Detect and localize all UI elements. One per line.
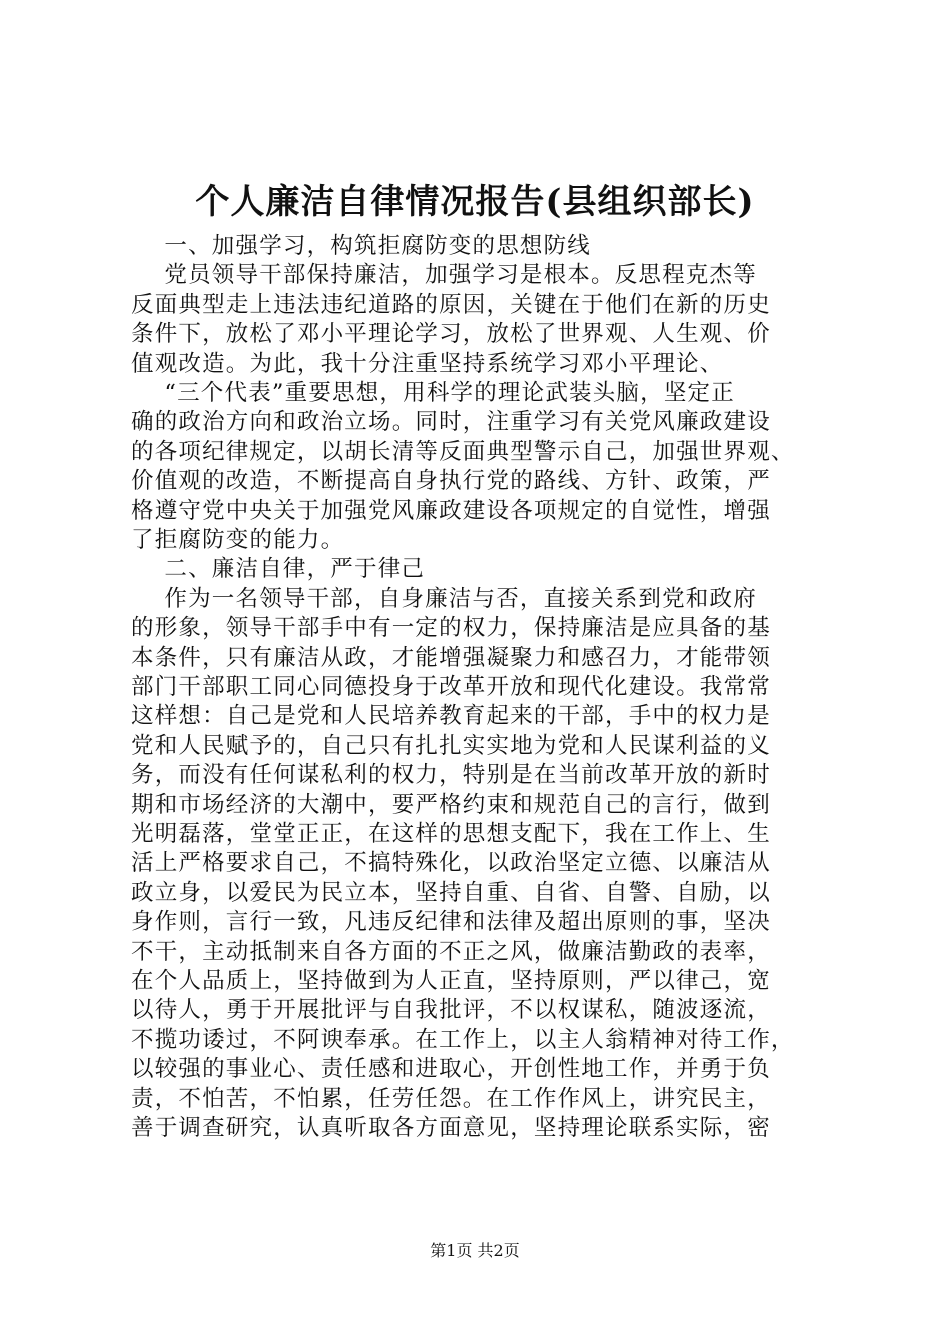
- body-line: 不干，主动抵制来自各方面的不正之风，做廉洁勤政的表率，: [131, 938, 771, 965]
- body-line: 值观改造。为此，我十分注重坚持系统学习邓小平理论、: [131, 350, 724, 377]
- body-line: “三个代表”重要思想，用科学的理论武装头脑，坚定正: [131, 380, 735, 406]
- body-line: 这样想：自己是党和人民培养教育起来的干部，手中的权力是: [131, 703, 771, 730]
- body-line: 务，而没有任何谋私利的权力，特别是在当前改革开放的新时: [131, 762, 771, 789]
- body-line: 了拒腐防变的能力。: [131, 527, 345, 553]
- body-line: 党员领导干部保持廉洁，加强学习是根本。反思程克杰等: [131, 262, 757, 289]
- body-line: 以待人，勇于开展批评与自我批评，不以权谋私，随波逐流，: [131, 997, 771, 1024]
- body-line: 政立身，以爱民为民立本，坚持自重、自省、自警、自励，以: [131, 879, 771, 906]
- body-line: 部门干部职工同心同德投身于改革开放和现代化建设。我常常: [131, 674, 771, 700]
- body-line: 在个人品质上，坚持做到为人正直，坚持原则，严以律己，宽: [131, 968, 771, 994]
- body-line: 本条件，只有廉洁从政，才能增强凝聚力和感召力，才能带领: [131, 644, 771, 671]
- body-line: 作为一名领导干部，自身廉洁与否，直接关系到党和政府: [131, 585, 757, 612]
- body-line: 期和市场经济的大潮中，要严格约束和规范自己的言行，做到: [131, 791, 771, 818]
- body-line: 党和人民赋予的，自己只有扎扎实实地为党和人民谋利益的义: [131, 732, 771, 759]
- body-line: 责，不怕苦，不怕累，任劳任怨。在工作作风上，讲究民主，: [131, 1085, 771, 1112]
- body-line: 确的政治方向和政治立场。同时，注重学习有关党风廉政建设: [131, 409, 771, 436]
- body-line: 反面典型走上违法违纪道路的原因，关键在于他们在新的历史: [131, 291, 771, 318]
- document-title: 个人廉洁自律情况报告(县组织部长): [195, 182, 755, 222]
- body-line: 条件下，放松了邓小平理论学习，放松了世界观、人生观、价: [131, 321, 771, 348]
- body-line: 以较强的事业心、责任感和进取心，开创性地工作，并勇于负: [131, 1056, 771, 1083]
- body-line: 身作则，言行一致，凡违反纪律和法律及超出原则的事，坚决: [131, 909, 771, 936]
- body-line: 光明磊落，堂堂正正，在这样的思想支配下，我在工作上、生: [131, 821, 771, 847]
- body-line: 善于调查研究，认真听取各方面意见，坚持理论联系实际，密: [131, 1115, 771, 1141]
- body-line: 的形象，领导干部手中有一定的权力，保持廉洁是应具备的基: [131, 615, 771, 642]
- page-number-footer: 第1页 共2页: [430, 1241, 520, 1260]
- body-line: 活上严格要求自己，不搞特殊化，以政治坚定立德、以廉洁从: [131, 850, 771, 877]
- body-line: 价值观的改造，不断提高自身执行党的路线、方针、政策，严: [131, 468, 771, 495]
- body-line: 一、加强学习，构筑拒腐防变的思想防线: [131, 233, 592, 259]
- body-line: 格遵守党中央关于加强党风廉政建设各项规定的自觉性，增强: [131, 497, 771, 524]
- body-line: 二、廉洁自律，严于律己: [131, 556, 426, 583]
- body-line: 的各项纪律规定，以胡长清等反面典型警示自己，加强世界观、: [131, 438, 795, 465]
- body-line: 不揽功诿过，不阿谀奉承。在工作上，以主人翁精神对待工作，: [131, 1026, 795, 1053]
